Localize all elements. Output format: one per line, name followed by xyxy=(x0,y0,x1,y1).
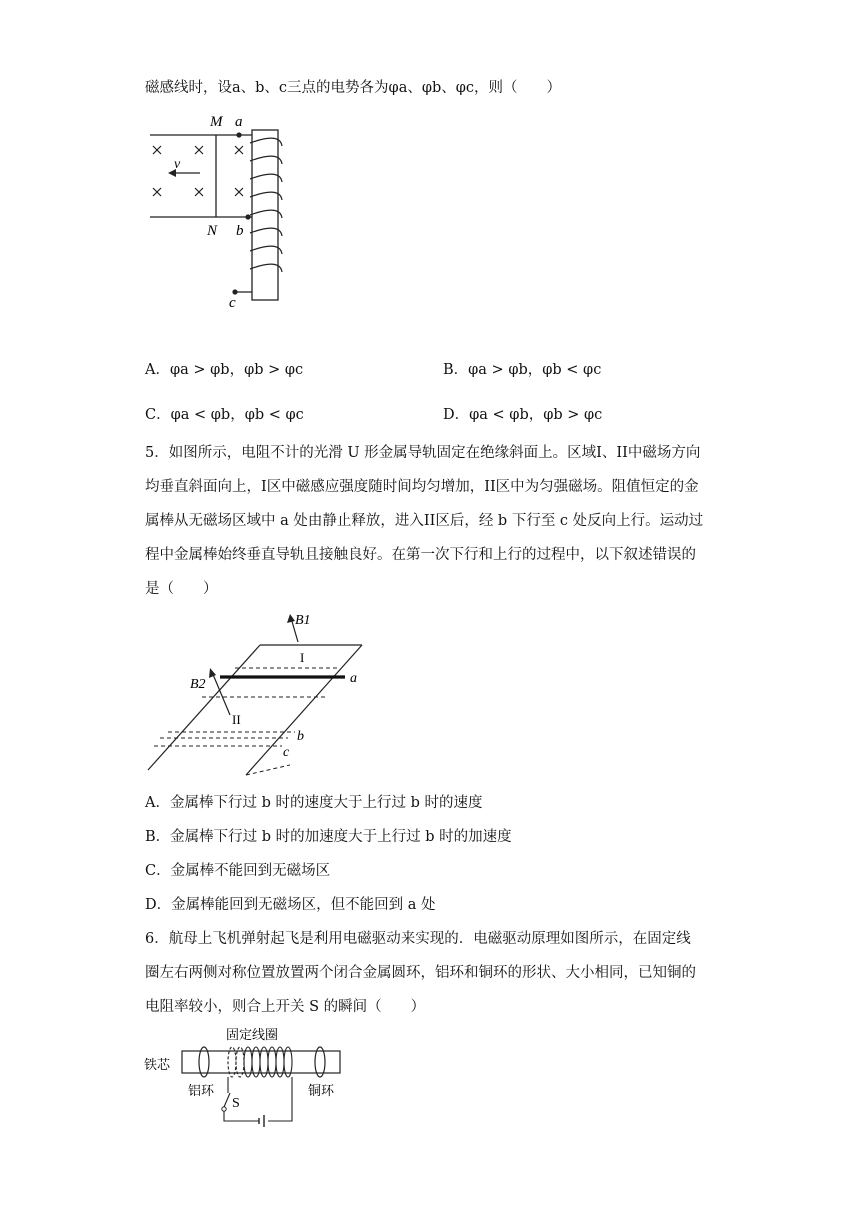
q4-option-b[interactable]: B．φa > φb，φb < φc xyxy=(443,362,602,378)
label-b: b xyxy=(297,729,304,744)
q5-line-2: 均垂直斜面向上，I区中磁感应强度随时间均匀增加，II区中为匀强磁场。阻值恒定的金 xyxy=(145,479,699,495)
q5-option-c[interactable]: C．金属棒不能回到无磁场区 xyxy=(145,863,331,879)
label-b: b xyxy=(236,223,244,239)
q5-option-d[interactable]: D．金属棒能回到无磁场区，但不能回到 a 处 xyxy=(145,897,436,913)
label-fixed-coil: 固定线圈 xyxy=(226,1028,279,1043)
label-c: c xyxy=(229,295,236,310)
q6-line-3: 电阻率较小，则合上开关 S 的瞬间（ ） xyxy=(145,999,426,1015)
q6-figure xyxy=(140,1025,360,1135)
label-switch-s: S xyxy=(232,1096,240,1111)
q6-line-2: 圈左右两侧对称位置放置两个闭合金属圆环，铝环和铜环的形状、大小相同，已知铜的 xyxy=(145,965,696,981)
label-B2: B2 xyxy=(190,677,206,692)
label-copper-ring: 铜环 xyxy=(308,1084,335,1099)
q5-option-b[interactable]: B．金属棒下行过 b 时的加速度大于上行过 b 时的加速度 xyxy=(145,829,512,845)
q5-figure xyxy=(140,610,380,780)
q4-option-a[interactable]: A．φa > φb，φb > φc xyxy=(145,362,304,378)
q5-line-3: 属棒从无磁场区域中 a 处由静止释放，进入II区后，经 b 下行至 c 处反向上行。运动过 xyxy=(145,513,704,529)
q6-line-1: 6．航母上飞机弹射起飞是利用电磁驱动来实现的．电磁驱动原理如图所示，在固定线 xyxy=(145,931,691,947)
label-v: v xyxy=(174,157,181,172)
q5-option-a[interactable]: A．金属棒下行过 b 时的速度大于上行过 b 时的速度 xyxy=(145,795,483,811)
q5-line-5: 是（ ） xyxy=(145,581,218,597)
label-B1: B1 xyxy=(295,613,311,628)
label-a: a xyxy=(235,114,243,130)
label-region-II: II xyxy=(232,712,241,727)
q4-stem: 磁感线时，设a、b、c三点的电势各为φa、φb、φc，则（ ） xyxy=(145,80,562,96)
label-c: c xyxy=(283,745,290,760)
q4-option-d[interactable]: D．φa < φb，φb > φc xyxy=(443,407,603,423)
q4-option-c[interactable]: C．φa < φb，φb < φc xyxy=(145,407,304,423)
label-region-I: I xyxy=(300,650,305,665)
label-N: N xyxy=(207,223,218,239)
label-iron-core: 铁芯 xyxy=(144,1058,171,1073)
label-a: a xyxy=(350,671,357,686)
label-aluminum-ring: 铝环 xyxy=(188,1084,215,1099)
q5-line-4: 程中金属棒始终垂直导轨且接触良好。在第一次下行和上行的过程中，以下叙述错误的 xyxy=(145,547,696,563)
q5-line-1: 5．如图所示，电阻不计的光滑 U 形金属导轨固定在绝缘斜面上。区域I、II中磁场方向 xyxy=(145,445,701,461)
label-M: M xyxy=(210,114,223,130)
q4-figure xyxy=(140,110,300,310)
